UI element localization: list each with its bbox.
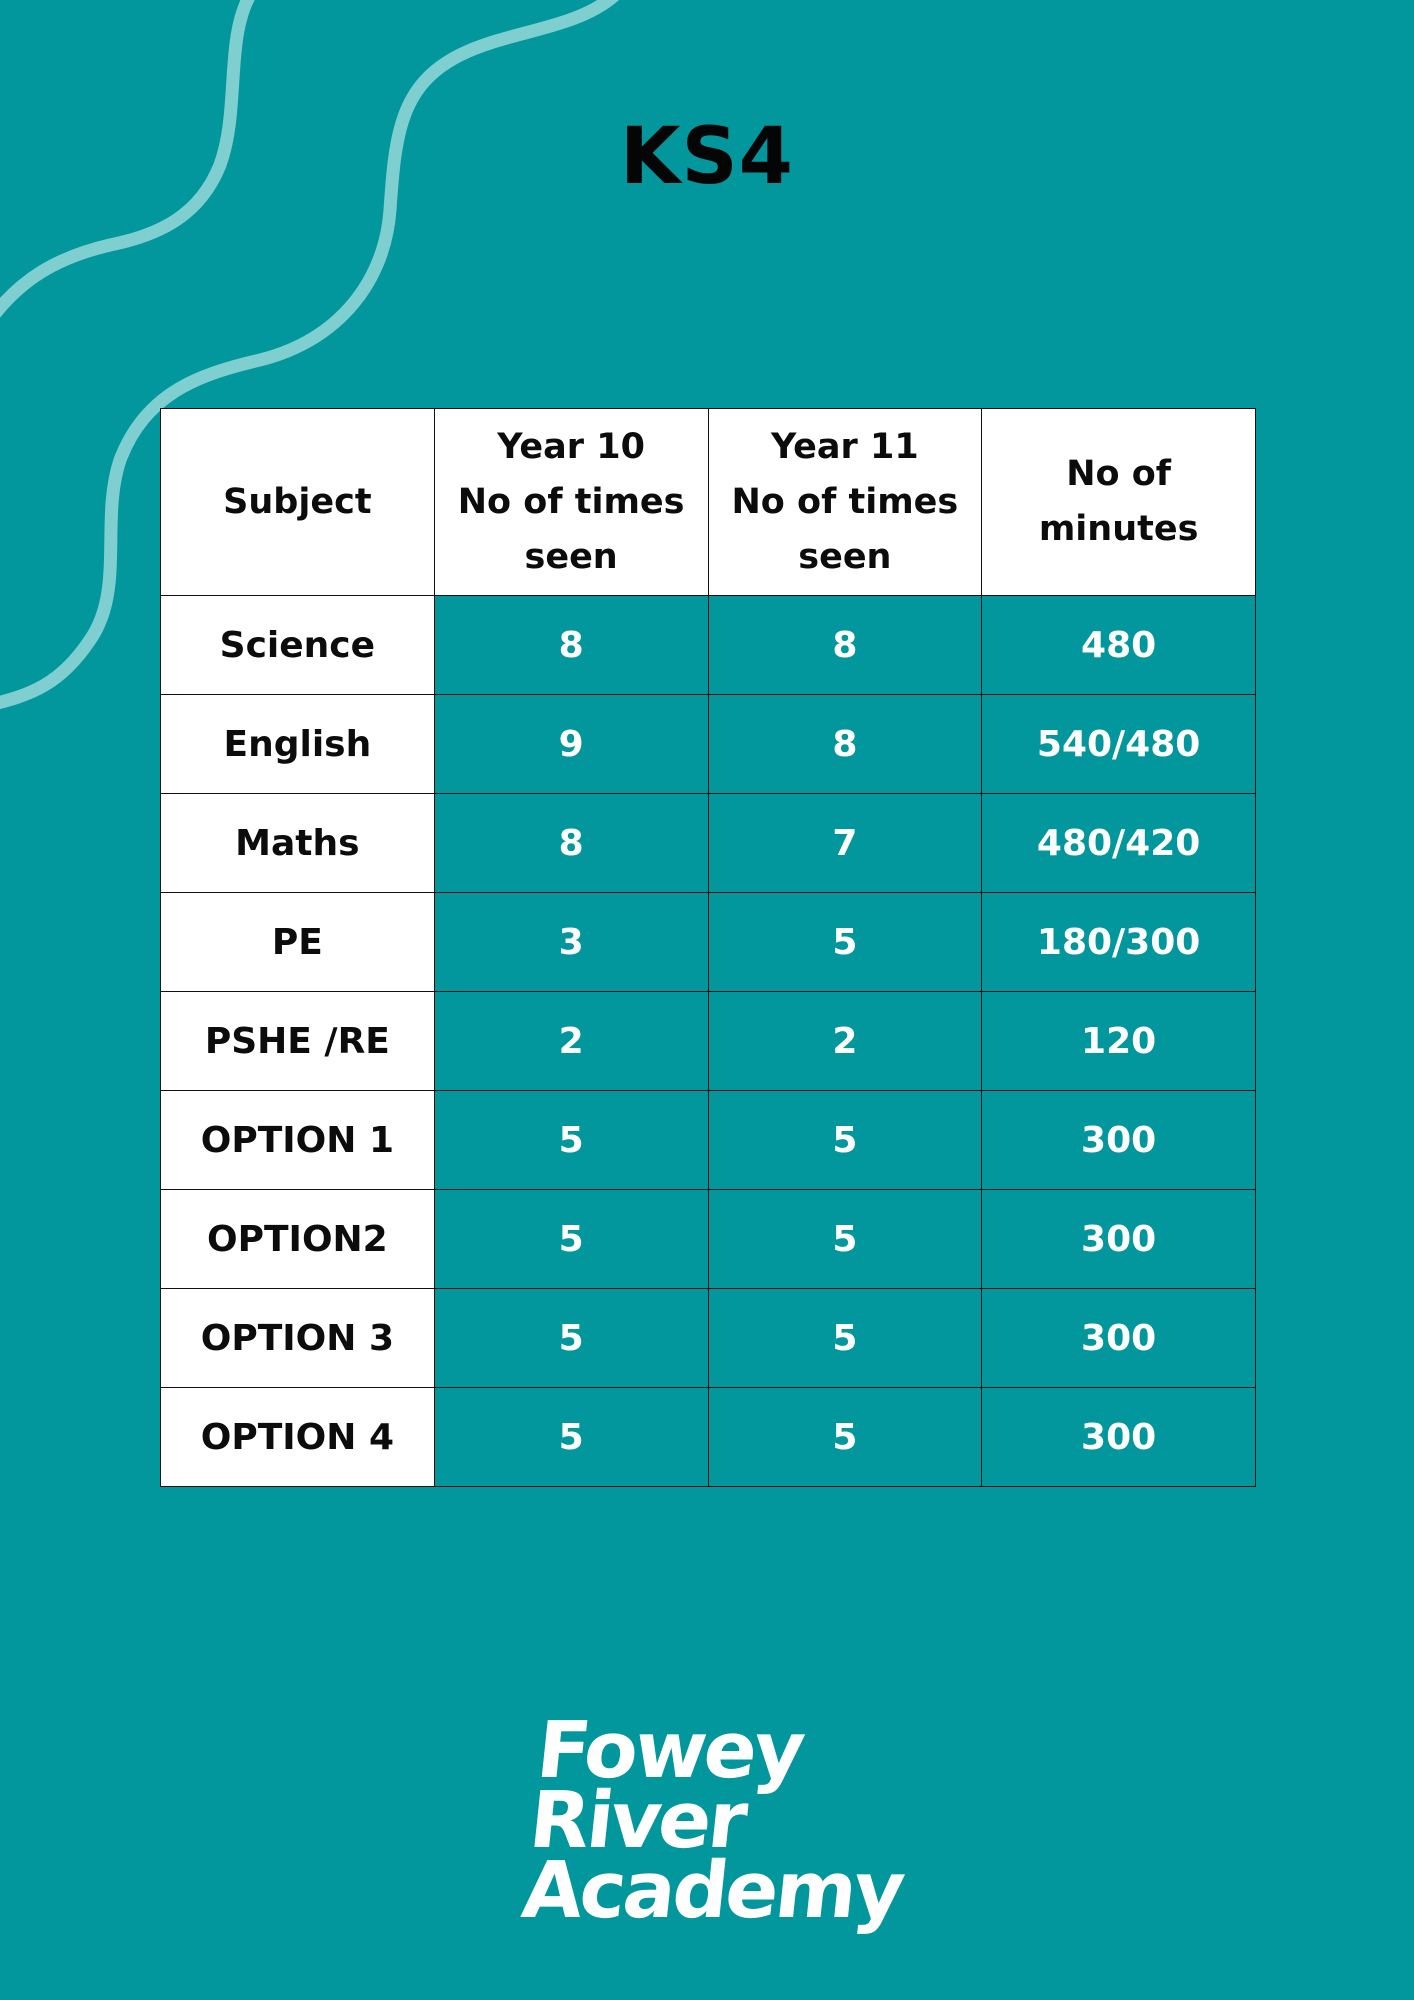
subject-cell: Science [161, 596, 435, 695]
header-year10-line-2: No of times [457, 481, 685, 522]
year11-cell: 5 [708, 1091, 982, 1190]
header-year10-line-3: seen [524, 536, 618, 577]
table-row [161, 1289, 1256, 1388]
header-subject-line: Subject [223, 481, 372, 522]
ks4-table [160, 408, 1256, 1487]
table-row [161, 596, 1256, 695]
header-subject [161, 409, 435, 596]
year10-cell: 5 [434, 1091, 708, 1190]
minutes-cell: 540/480 [982, 695, 1256, 794]
year10-cell: 2 [434, 992, 708, 1091]
table-row [161, 794, 1256, 893]
year10-cell: 5 [434, 1388, 708, 1487]
subject-cell: OPTION 4 [161, 1388, 435, 1487]
minutes-cell: 120 [982, 992, 1256, 1091]
subject-cell: OPTION 1 [161, 1091, 435, 1190]
minutes-cell: 300 [982, 1190, 1256, 1289]
table-row [161, 1388, 1256, 1487]
table-row [161, 695, 1256, 794]
subject-cell: English [161, 695, 435, 794]
minutes-cell: 300 [982, 1091, 1256, 1190]
header-minutes-line-2: minutes [1038, 509, 1199, 549]
header-minutes [982, 409, 1256, 596]
header-year10 [434, 409, 708, 596]
header-year11-line-2: No of times [731, 481, 959, 522]
header-year11 [708, 409, 982, 596]
year11-cell: 5 [708, 1388, 982, 1487]
year10-cell: 8 [434, 794, 708, 893]
subject-cell: OPTION2 [161, 1190, 435, 1289]
academy-logo [517, 1706, 907, 1936]
logo-line-2: River [525, 1776, 749, 1866]
minutes-cell: 480/420 [982, 794, 1256, 893]
year10-cell: 5 [434, 1190, 708, 1289]
table-row [161, 1091, 1256, 1190]
year11-cell: 5 [708, 1289, 982, 1388]
year11-cell: 8 [708, 695, 982, 794]
year11-cell: 2 [708, 992, 982, 1091]
table-row [161, 1190, 1256, 1289]
year11-cell: 5 [708, 1190, 982, 1289]
table-header-row [161, 409, 1256, 596]
header-year11-line-3: seen [798, 536, 892, 577]
subject-cell: Maths [161, 794, 435, 893]
logo-line-3: Academy [517, 1846, 907, 1936]
logo-line-1: Fowey [532, 1706, 807, 1796]
year11-cell: 5 [708, 893, 982, 992]
year11-cell: 8 [708, 596, 982, 695]
minutes-cell: 480 [982, 596, 1256, 695]
table-row [161, 893, 1256, 992]
minutes-cell: 300 [982, 1289, 1256, 1388]
page-title: KS4 [620, 112, 794, 202]
year10-cell: 5 [434, 1289, 708, 1388]
year10-cell: 3 [434, 893, 708, 992]
year10-cell: 8 [434, 596, 708, 695]
minutes-cell: 180/300 [982, 893, 1256, 992]
header-year11-line-1: Year 11 [771, 426, 919, 467]
year11-cell: 7 [708, 794, 982, 893]
subject-cell: PE [161, 893, 435, 992]
year10-cell: 9 [434, 695, 708, 794]
table-row [161, 992, 1256, 1091]
header-minutes-line-1: No of [1066, 454, 1172, 494]
header-year10-line-1: Year 10 [497, 426, 645, 467]
subject-cell: PSHE /RE [161, 992, 435, 1091]
minutes-cell: 300 [982, 1388, 1256, 1487]
subject-cell: OPTION 3 [161, 1289, 435, 1388]
